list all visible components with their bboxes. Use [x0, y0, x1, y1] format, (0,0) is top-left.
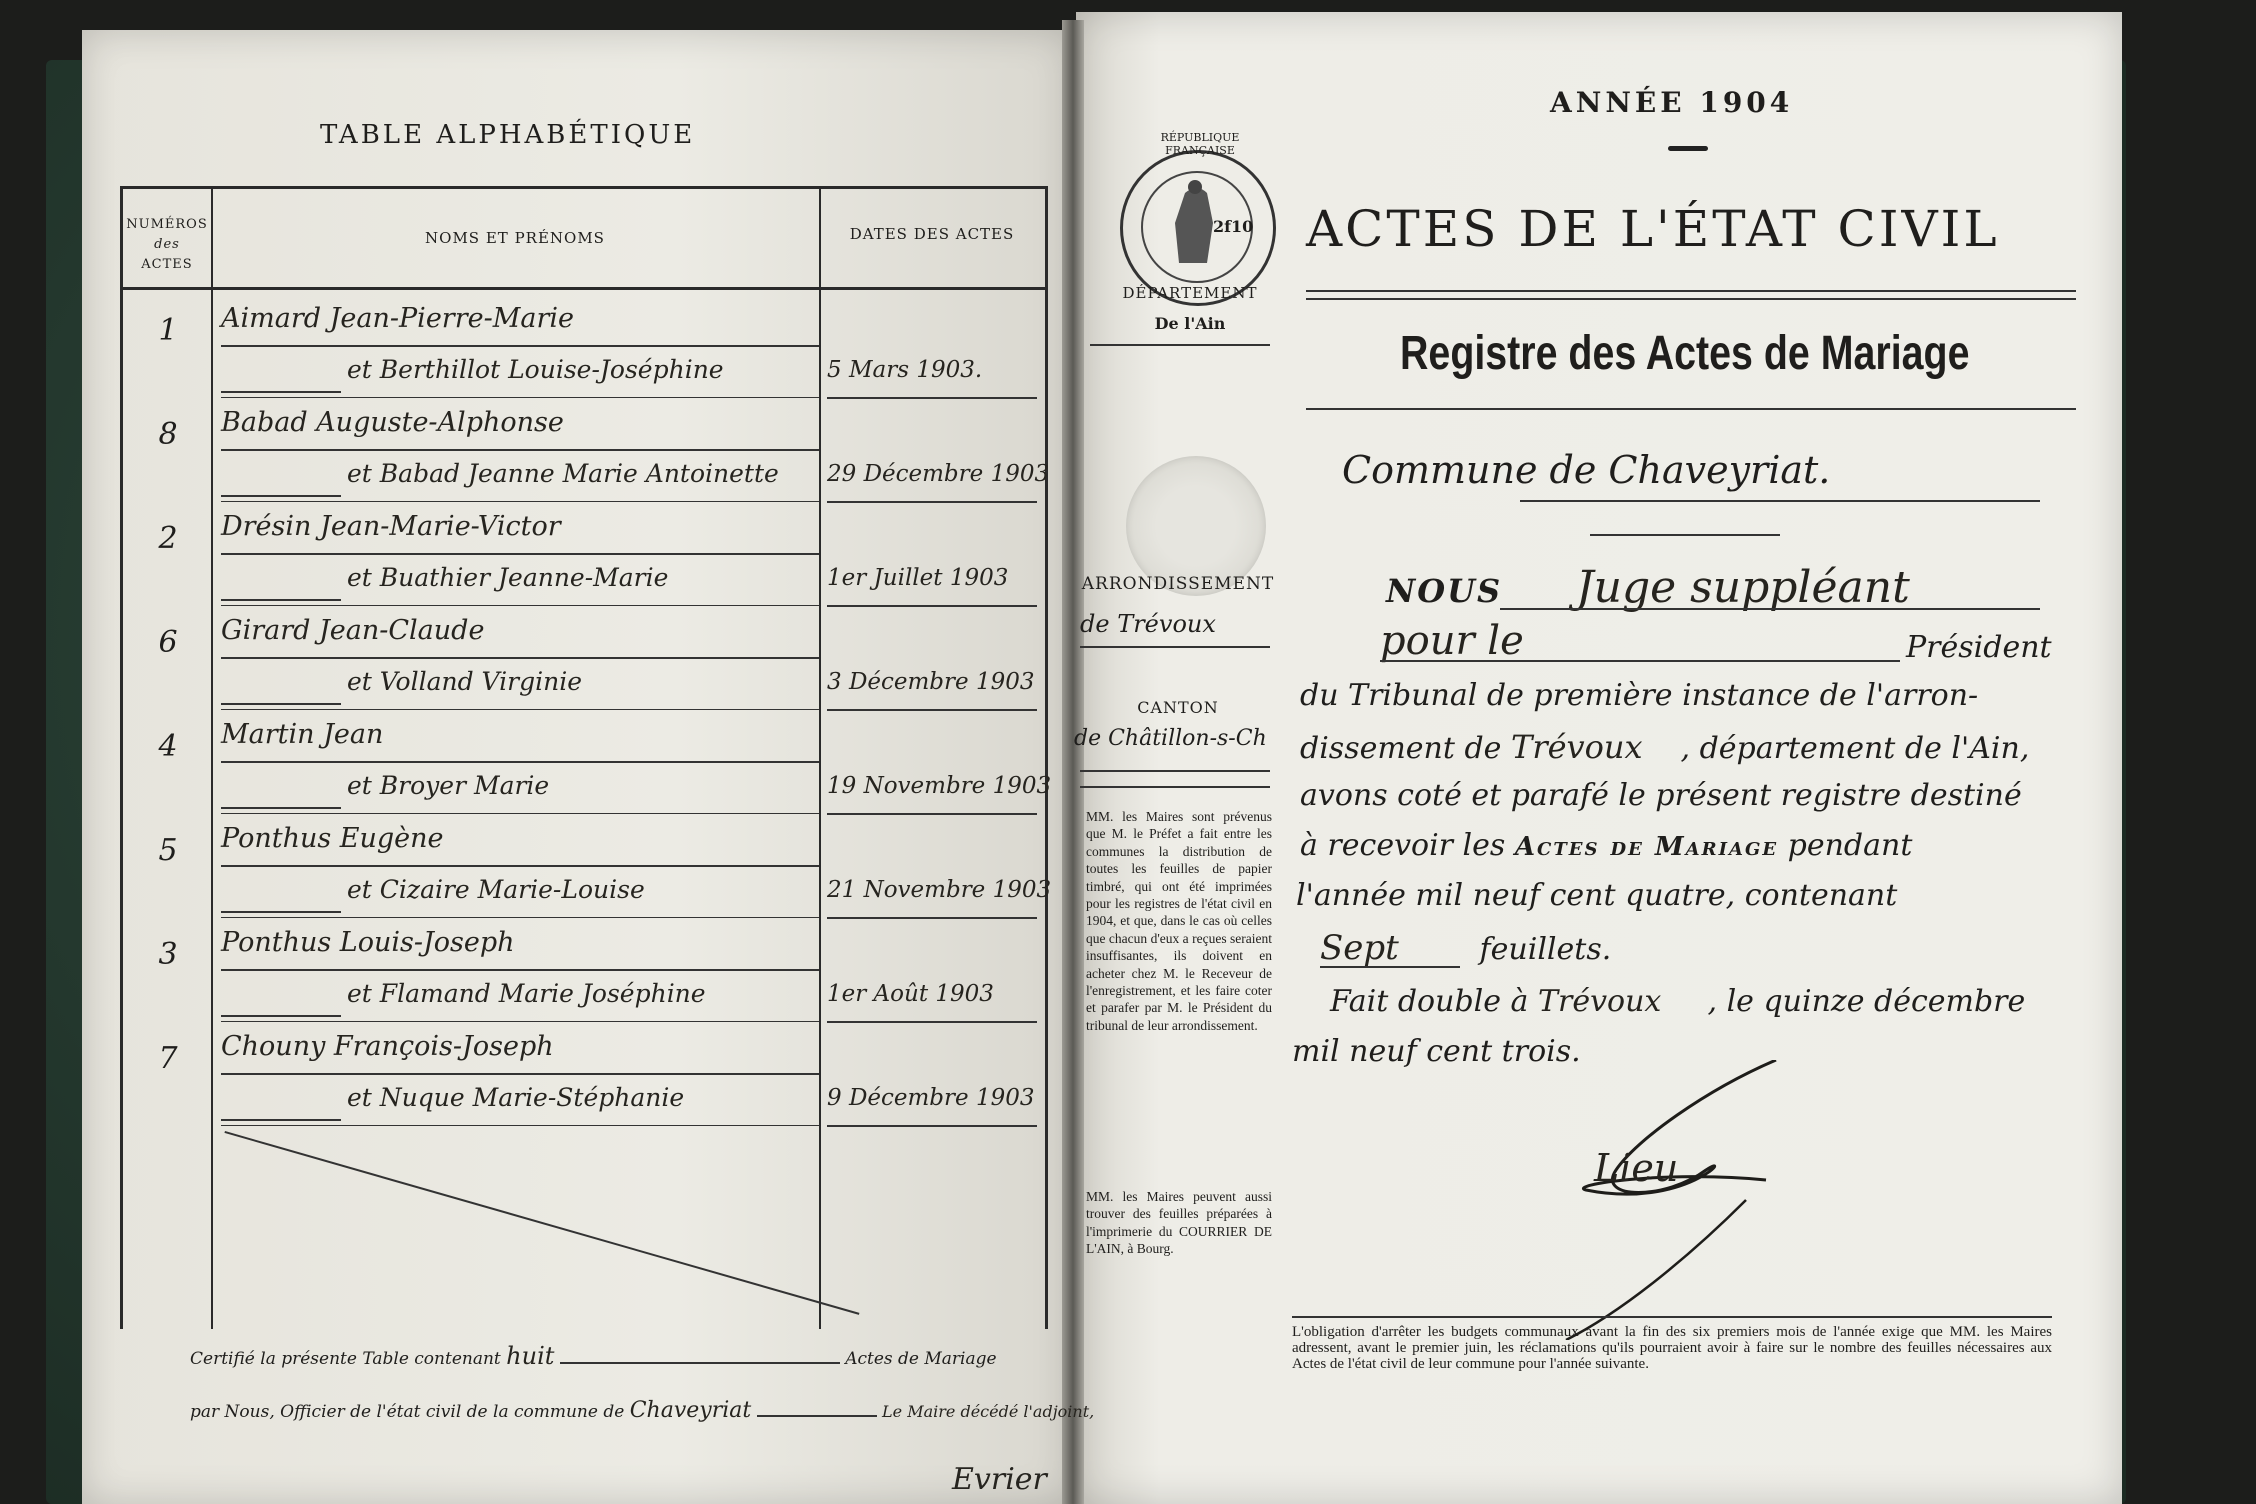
bride-name: et Babad Jeanne Marie Antoinette	[347, 459, 779, 488]
entry-number: 4	[158, 729, 178, 764]
table-row	[123, 303, 1045, 355]
table-row	[123, 615, 1045, 667]
act-date: 1er Août 1903	[827, 981, 994, 1007]
footer-notice: L'obligation d'arrêter les budgets communaux avant la fin des six premiers mois de l'année exige que MM. les Maires adressent, avant le premier juin, les réclamations qu'ils pourraient avoir à faire sur le nombre des feuilles nécessaires aux Actes de l'état civil de leur commune pour l'année suivante.	[1292, 1324, 2052, 1372]
maires-note-1: MM. les Maires sont prévenus que M. le Préfet a fait entre les communes la distribution de toutes les feuilles de papier timbré, qui ont été imprimées pour les registres de l'état civil en 1904, et que, dans le cas où celles que chacun d'eux a reçues seraient insuffisantes, ils doivent en acheter chez M. le Receveur de l'enregistrement, et les faire coter et parafer par M. le Président du tribunal de leur arrondissement.	[1086, 809, 1272, 1033]
signature-flourish-icon	[1546, 1060, 1866, 1340]
maires-note-2: MM. les Maires peuvent aussi trouver des feuilles préparées à l'imprimerie du COURRIER DE L'AIN, à Bourg.	[1086, 1189, 1272, 1257]
act-date: 9 Décembre 1903	[827, 1085, 1035, 1111]
book-gutter	[1062, 20, 1084, 1504]
table-row	[123, 459, 1050, 511]
bride-name: et Cizaire Marie-Louise	[347, 875, 645, 904]
table-row	[123, 875, 1052, 927]
groom-name: Ponthus Eugène	[221, 823, 444, 854]
departement-label: DÉPARTEMENT	[1122, 284, 1258, 302]
text-line-8: Fait double à Trévoux , le quinze décembre	[1330, 984, 2026, 1019]
main-title: ACTES DE L'ÉTAT CIVIL	[1306, 200, 2000, 258]
act-date: 1er Juillet 1903	[827, 565, 1009, 591]
year-heading: ANNÉE 1904	[1550, 86, 1794, 119]
groom-name: Girard Jean-Claude	[221, 615, 485, 646]
table-row	[123, 563, 1045, 615]
act-date: 29 Décembre 1903	[827, 461, 1050, 487]
text-line-9: mil neuf cent trois.	[1292, 1034, 1581, 1069]
canton-value: de Châtillon-s-Ch	[1074, 726, 1267, 751]
index-table	[120, 186, 1052, 1329]
text-line-6: l'année mil neuf cent quatre, contenant	[1296, 878, 1898, 913]
table-row	[123, 407, 1045, 459]
text-line-4: avons coté et parafé le présent registre destiné	[1300, 778, 2022, 813]
bride-name: et Berthillot Louise-Joséphine	[347, 355, 724, 384]
pour-le-handwritten: pour le	[1380, 618, 1524, 664]
table-row	[123, 355, 1045, 407]
entry-number: 7	[158, 1041, 178, 1076]
commune-line: Commune de Chaveyriat.	[1342, 448, 1831, 492]
departement-value: De l'Ain	[1154, 314, 1226, 333]
table-row	[123, 927, 1045, 979]
act-date: 3 Décembre 1903	[827, 669, 1035, 695]
groom-name: Babad Auguste-Alphonse	[221, 407, 564, 438]
table-row	[123, 1083, 1045, 1135]
groom-name: Martin Jean	[221, 719, 384, 750]
certify-line-1: Certifié la présente Table contenant huit Actes de Mariage	[190, 1342, 997, 1370]
certify-line-2: par Nous, Officier de l'état civil de la commune de Chaveyriat Le Maire décédé l'adjoint,	[190, 1398, 1095, 1423]
president-word: Président	[1906, 630, 2052, 665]
table-row	[123, 1031, 1045, 1083]
table-row	[123, 667, 1045, 719]
act-date: 19 Novembre 1903	[827, 773, 1052, 799]
bride-name: et Broyer Marie	[347, 771, 550, 800]
groom-name: Drésin Jean-Marie-Victor	[221, 511, 561, 542]
table-row	[123, 979, 1045, 1031]
table-title: TABLE ALPHABÉTIQUE	[320, 120, 696, 150]
closing-diagonal-line	[224, 1131, 859, 1315]
table-row	[123, 719, 1045, 771]
entry-number: 2	[158, 521, 178, 556]
table-row	[123, 823, 1045, 875]
entry-number: 5	[158, 833, 178, 868]
col-numeros: NUMÉROS des ACTES	[126, 217, 208, 272]
arrondissement-value: de Trévoux	[1080, 610, 1216, 638]
nous-handwritten: Juge suppléant	[1576, 562, 1910, 613]
bride-name: et Flamand Marie Joséphine	[347, 979, 706, 1008]
table-row	[123, 771, 1052, 823]
text-line-7: Sept feuillets.	[1320, 928, 1612, 968]
text-line-3: dissement de Trévoux , département de l'Ain,	[1300, 728, 2030, 766]
president-signature: Lieu	[1546, 1060, 1866, 1344]
canton-label: CANTON	[1137, 698, 1219, 717]
entry-number: 3	[158, 937, 178, 972]
year-dash	[1668, 146, 1708, 151]
act-date: 5 Mars 1903.	[827, 357, 983, 383]
col-noms: NOMS ET PRÉNOMS	[425, 229, 605, 247]
entry-number: 1	[158, 313, 178, 348]
groom-name: Ponthus Louis-Joseph	[221, 927, 515, 958]
table-row	[123, 511, 1045, 563]
groom-name: Aimard Jean-Pierre-Marie	[221, 303, 574, 334]
bride-name: et Buathier Jeanne-Marie	[347, 563, 669, 592]
bride-name: et Nuque Marie-Stéphanie	[347, 1083, 685, 1112]
text-line-2: du Tribunal de première instance de l'arron-	[1300, 678, 1979, 713]
register-subtitle: Registre des Actes de Mariage	[1400, 327, 1970, 380]
certify-signature: Evrier	[952, 1462, 1047, 1497]
bride-name: et Volland Virginie	[347, 667, 582, 696]
entry-number: 8	[158, 417, 178, 452]
act-date: 21 Novembre 1903	[827, 877, 1052, 903]
tax-stamp: RÉPUBLIQUE FRANÇAISE 2f10	[1120, 150, 1276, 306]
groom-name: Chouny François-Joseph	[221, 1031, 554, 1062]
entry-number: 6	[158, 625, 178, 660]
col-dates: DATES DES ACTES	[849, 225, 1015, 243]
text-line-5: à recevoir les Actes de Mariage pendant	[1300, 828, 1913, 863]
nous-label: NOUS	[1386, 572, 1503, 610]
arrondissement-label: ARRONDISSEMENT	[1081, 574, 1275, 594]
